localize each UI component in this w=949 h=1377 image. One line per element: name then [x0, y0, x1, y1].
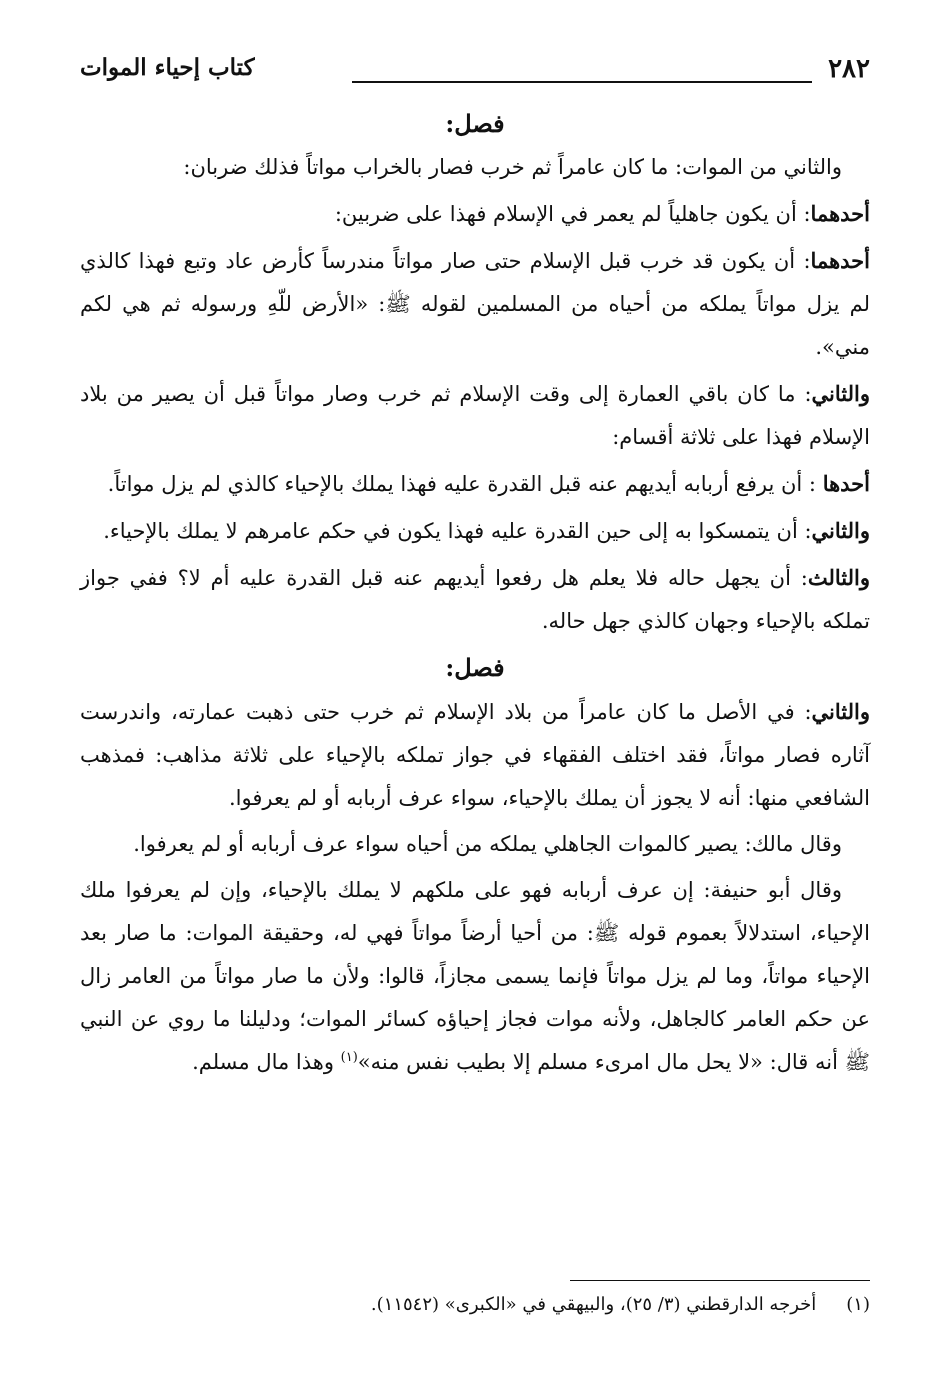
paragraph [80, 372, 870, 459]
paragraph-lead: والثاني [811, 518, 870, 543]
paragraph [80, 869, 870, 1084]
header-rule [352, 81, 812, 83]
section-heading: فصل: [445, 109, 505, 138]
body-text [80, 102, 870, 1087]
paragraph-text: : في الأصل ما كان عامراً من بلاد الإسلام ثم خرب حتى ذهبت عمارته، واندرست آثاره فصار مواتاً، فقد اختلف الفقهاء في جواز تملكه بالإحياء على ثلاثة مذاهب: فمذهب الشافعي منها: أنه لا يجوز أن يملك بالإحياء، سواء عرف أربابه أو لم يعرفوا. [80, 700, 870, 810]
paragraph-text: : أن يجهل حاله فلا يعلم هل رفعوا أيديهم عنه قبل القدرة عليه أم لا؟ ففي جواز تملكه بالإحياء وجهان كالذي جهل حاله. [80, 566, 870, 633]
paragraph [80, 146, 870, 189]
paragraph-lead: والثاني [811, 381, 870, 406]
paragraph-lead: والثاني [811, 699, 870, 724]
paragraph [80, 509, 870, 553]
paragraph-text: : أن يرفع أربابه أيديهم عنه قبل القدرة عليه فهذا يملك بالإحياء كالذي لم يزل مواتاً. [107, 472, 823, 496]
paragraph-lead: والثالث [807, 565, 870, 590]
paragraph-text: والثاني من الموات: ما كان عامراً ثم خرب فصار بالخراب مواتاً فذلك ضربان: [183, 155, 842, 179]
paragraph-text: وقال مالك: يصير كالموات الجاهلي يملكه من أحياه سواء عرف أربابه أو لم يعرفوا. [133, 832, 842, 856]
paragraph-lead: أحدهما [810, 201, 870, 226]
paragraph-text: : أن يكون قد خرب قبل الإسلام حتى صار مواتاً مندرساً كأرض عاد وتبع فهذا كالذي لم يزل مواتاً يملكه من أحياه من المسلمين لقوله ﷺ: «الأرض للّهِ ورسوله ثم هي لكم مني». [80, 249, 870, 359]
paragraph [80, 823, 870, 866]
paragraph-lead: أحدهما [810, 248, 870, 273]
paragraph [80, 239, 870, 369]
document-page [80, 40, 870, 1350]
footnote-reference[interactable]: (١) [340, 1050, 358, 1065]
paragraph-lead: أحدها [822, 471, 870, 496]
paragraph-text: : ما كان باقي العمارة إلى وقت الإسلام ثم خرب وصار مواتاً قبل أن يصير من بلاد الإسلام فهذا على ثلاثة أقسام: [80, 382, 870, 449]
footnote [80, 1290, 870, 1320]
paragraph [80, 192, 870, 236]
paragraph-text: : أن يكون جاهلياً لم يعمر في الإسلام فهذا على ضربين: [334, 202, 811, 226]
paragraph-tail: وهذا مال مسلم. [192, 1050, 341, 1074]
running-title: كتاب إحياء الموات [80, 54, 255, 81]
paragraph-text: : أن يتمسكوا به إلى حين القدرة عليه فهذا يكون في حكم عامرهم لا يملك بالإحياء. [103, 519, 812, 543]
footnote-rule [570, 1280, 870, 1281]
paragraph-text: وقال أبو حنيفة: إن عرف أربابه فهو على ملكهم لا يملك بالإحياء، وإن لم يعرفوا ملك الإحياء، استدلالاً بعموم قوله ﷺ: من أحيا أرضاً مواتاً فهي له، وحقيقة الموات: ما صار بعد الإحياء مواتاً، وما لم يزل مواتاً فإنما يسمى مجازاً، قالوا: ولأن ما صار مواتاً من العامر زال عن حكم العامر كالجاهل، ولأنه موات فجاز إحياؤه كسائر الموات؛ ودليلنا ما روي عن النبي ﷺ أنه قال: «لا يحل مال امرىء مسلم إلا بطيب نفس منه» [80, 878, 870, 1074]
footnote-text: أخرجه الدارقطني (٣/ ٢٥)، والبيهقي في «الكبرى» (١١٥٤٢). [370, 1294, 817, 1315]
footnote-number: (١) [846, 1294, 870, 1315]
paragraph [80, 556, 870, 643]
paragraph [80, 690, 870, 820]
page-header [80, 54, 870, 90]
page-number: ٢٨٢ [828, 54, 870, 84]
section-heading: فصل: [445, 653, 505, 682]
paragraph [80, 462, 870, 506]
